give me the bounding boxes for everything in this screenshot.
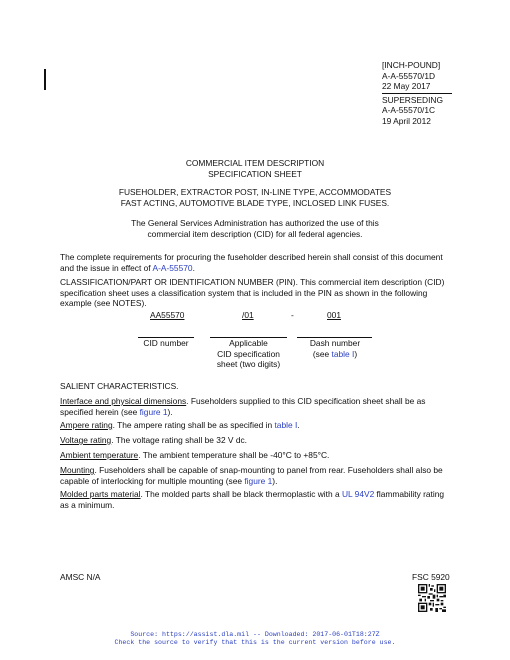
pin-part-dash-number: 001: [327, 310, 341, 320]
fsc-label: FSC 5920: [412, 572, 450, 582]
ampere-paragraph: [60, 420, 455, 431]
molded-line-2: as a minimum.: [60, 499, 115, 510]
intro-paragraph: [60, 252, 455, 273]
interface-text-3: ).: [167, 406, 173, 417]
interface-line-2: [60, 407, 455, 418]
mounting-text-3: ).: [272, 475, 278, 486]
a-a-55570-link[interactable]: A-A-55570: [152, 262, 193, 273]
table-i-link-ampere[interactable]: table I: [274, 420, 298, 430]
voltage-text: . The voltage rating shall be 32 V dc.: [111, 435, 248, 445]
document-id: A-A-55570/1D: [382, 70, 436, 81]
amsc-label: AMSC N/A: [60, 572, 101, 582]
pin-label-sheet-line-2: CID specification: [217, 348, 280, 359]
superseded-id: A-A-55570/1C: [382, 105, 436, 116]
interface-text: . Fuseholders supplied to this CID specification sheet shall be as: [186, 396, 426, 406]
intro-text: and the issue in effect of: [60, 262, 153, 273]
voltage-paragraph: [60, 435, 455, 446]
salient-heading: SALIENT CHARACTERISTICS.: [60, 381, 179, 391]
intro-line-1: The complete requirements for procuring the fuseholder described herein shall consist of this document: [60, 252, 443, 262]
ampere-text: . The ampere rating shall be as specified in: [112, 420, 275, 430]
document-subject: [0, 187, 510, 208]
pin-part-cid-number: AA55570: [150, 310, 185, 320]
source-line-2: Check the source to verify that this is the current version before use.: [114, 639, 396, 646]
pin-label-sheet-line-1: Applicable: [229, 338, 268, 348]
subject-line-1: FUSEHOLDER, EXTRACTOR POST, IN-LINE TYPE, ACCOMMODATES: [118, 187, 392, 197]
pin-label-dash-line-1: Dash number: [309, 338, 361, 348]
mounting-text: . Fuseholders shall be capable of snap-mounting to panel from rear. Fuseholders shall also be: [94, 465, 443, 475]
mounting-line-2: [60, 476, 455, 487]
source-footer: [0, 631, 510, 647]
pin-label-sheet: [205, 338, 292, 370]
figure-1-link[interactable]: figure 1: [139, 406, 168, 417]
superseded-date: 19 April 2012: [382, 115, 431, 126]
pin-label-dash-number: [295, 338, 375, 359]
ampere-title: Ampere rating: [60, 420, 113, 430]
mounting-line-1: [60, 465, 455, 476]
ambient-paragraph: [60, 450, 455, 461]
title-line-1: COMMERCIAL ITEM DESCRIPTION: [185, 158, 325, 168]
pin-label-dash-pre: (see: [312, 348, 332, 359]
authorization-line-1: The General Services Administration has authorized the use of this: [131, 218, 379, 228]
intro-line-2: [60, 263, 455, 274]
title-line-2: SPECIFICATION SHEET: [208, 168, 302, 179]
interface-line-1: [60, 396, 455, 407]
interface-paragraph: [60, 396, 455, 417]
document-title: [0, 158, 510, 179]
document-date: 22 May 2017: [382, 81, 431, 92]
pin-dash: -: [291, 310, 294, 320]
intro-period: .: [192, 262, 195, 273]
pin-label-cid-number: CID number: [143, 338, 189, 348]
source-line-1: Source: https://assist.dla.mil -- Downloaded: 2017-06-01T18:27Z: [130, 631, 380, 638]
molded-text: . The molded parts shall be black thermoplastic with a: [140, 489, 342, 499]
interface-title: Interface and physical dimensions: [60, 396, 187, 406]
pin-label-dash-line-2: [295, 349, 375, 360]
document-header: [382, 60, 462, 127]
molded-paragraph: [60, 489, 455, 510]
figure-1-link-mounting[interactable]: figure 1: [244, 475, 273, 486]
pin-part-sheet: /01: [242, 310, 254, 320]
interface-text-2: specified herein (see: [60, 406, 140, 417]
pin-label-dash-post: ): [354, 348, 358, 359]
molded-text-2: flammability rating: [374, 489, 445, 499]
superseding-label: SUPERSEDING: [382, 94, 443, 105]
classification-line-1: CLASSIFICATION/PART OR IDENTIFICATION NUMBER (PIN). This commercial item description (CID): [60, 277, 445, 287]
revision-change-bar: [44, 69, 46, 90]
qr-code-icon: [418, 584, 446, 612]
molded-title: Molded parts material: [60, 489, 141, 499]
ampere-period: .: [297, 420, 300, 430]
classification-line-3: example (see NOTES).: [60, 298, 147, 309]
authorization-line-2: commercial item description (CID) for all federal agencies.: [147, 228, 363, 239]
voltage-title: Voltage rating: [60, 435, 112, 445]
classification-paragraph: [60, 277, 455, 309]
mounting-text-2: capable of interlocking for multiple mounting (see: [60, 475, 245, 486]
table-i-link[interactable]: table I: [331, 348, 355, 359]
subject-line-2: FAST ACTING, AUTOMOTIVE BLADE TYPE, INCLOSED LINK FUSES.: [120, 197, 390, 208]
header-divider: [382, 93, 452, 94]
molded-line-1: [60, 489, 455, 500]
inch-pound-label: [INCH-POUND]: [382, 60, 441, 70]
ambient-text: . The ambient temperature shall be -40°C to +85°C.: [138, 450, 330, 460]
ambient-title: Ambient temperature: [60, 450, 139, 460]
ul-94v2-link[interactable]: UL 94V2: [341, 489, 375, 499]
mounting-title: Mounting: [60, 465, 95, 475]
classification-line-2: specification sheet uses a classification system that is included in the PIN as shown in the following: [60, 287, 428, 298]
mounting-paragraph: [60, 465, 455, 486]
authorization-statement: [0, 218, 510, 239]
pin-label-sheet-line-3: sheet (two digits): [216, 359, 281, 370]
